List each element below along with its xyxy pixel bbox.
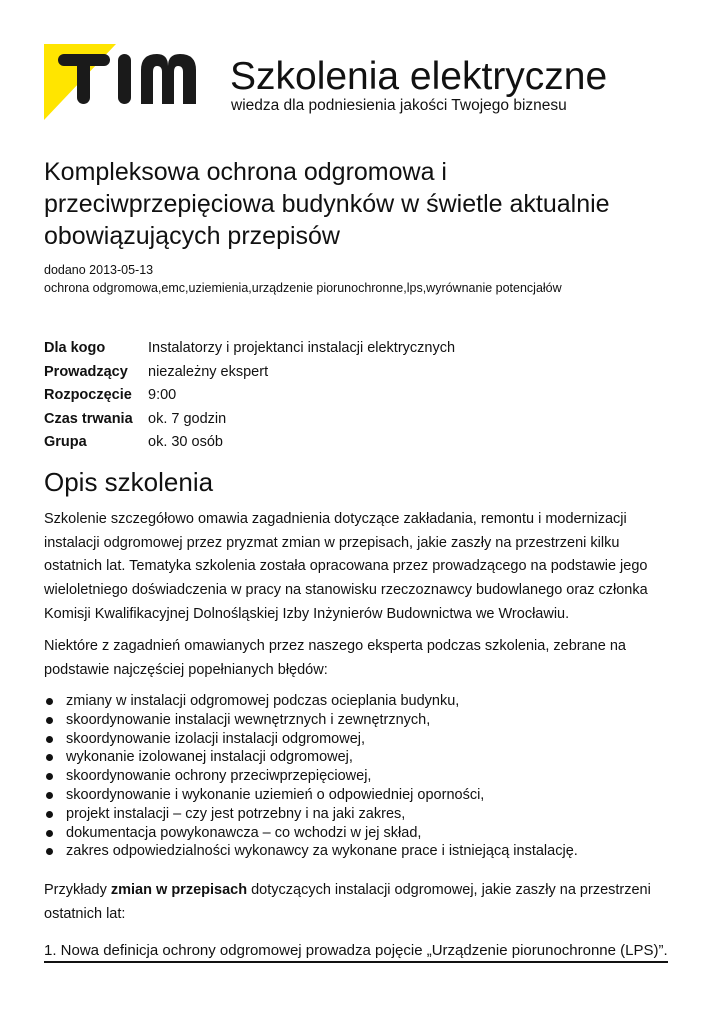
list-item-text: skoordynowanie ochrony przeciwprzepięciowej, bbox=[66, 768, 372, 785]
section-title: Opis szkolenia bbox=[44, 467, 214, 497]
site-subtitle: wiedza dla podniesienia jakości Twojego biznesu bbox=[231, 97, 567, 114]
bullet-icon bbox=[46, 717, 53, 724]
subheading-lps-definition: 1. Nowa definicja ochrony odgromowej prowadza pojęcie „Urządzenie piorunochronne (LPS)”. bbox=[44, 942, 668, 963]
list-item bbox=[44, 824, 578, 843]
tim-logo bbox=[44, 44, 196, 120]
training-info-table bbox=[44, 340, 455, 458]
list-item bbox=[44, 767, 578, 786]
list-item bbox=[44, 842, 578, 861]
bullet-icon bbox=[46, 754, 53, 761]
info-row bbox=[44, 364, 455, 388]
info-row bbox=[44, 387, 455, 411]
bullet-icon bbox=[46, 811, 53, 818]
list-item-text: skoordynowanie izolacji instalacji odgromowej, bbox=[66, 730, 366, 747]
list-item-text: wykonanie izolowanej instalacji odgromowej, bbox=[66, 749, 353, 766]
list-item bbox=[44, 711, 578, 730]
info-value: niezależny ekspert bbox=[148, 363, 269, 380]
info-value: 9:00 bbox=[148, 387, 177, 403]
info-row bbox=[44, 340, 455, 364]
issues-intro-paragraph: Niektóre z zagadnień omawianych przez naszego eksperta podczas szkolenia, zebrane na podstawie najczęściej popełnianych błędów: bbox=[44, 638, 626, 678]
list-item-text: zmiany w instalacji odgromowej podczas ocieplania budynku, bbox=[66, 693, 460, 709]
article-tags: ochrona odgromowa,emc,uziemienia,urządzenie piorunochronne,lps,wyrównanie potencjałów bbox=[44, 281, 562, 295]
info-key: Rozpoczęcie bbox=[44, 387, 132, 403]
list-item bbox=[44, 748, 578, 767]
changes-intro-text-end: dotyczących instalacji odgromowej, jakie zaszły na przestrzeni ostatnich lat: bbox=[44, 882, 651, 922]
page-header bbox=[44, 44, 684, 124]
bullet-icon bbox=[46, 848, 53, 855]
changes-intro-bold: zmian w przepisach bbox=[110, 882, 248, 898]
bullet-icon bbox=[46, 830, 53, 837]
description-paragraph: Szkolenie szczegółowo omawia zagadnienia dotyczące zakładania, remontu i modernizacji instalacji odgromowej przez pryzmat zmian w przepisach, jakie zaszły na przestrzeni kilku ostatnich lat. Tematyka szkolenia została opracowana przez prowadzącego na podstawie jego wieloletniego doświadczenia w pracy na stanowisku rzeczoznawcy budowlanego oraz członka Komisji Kwalifikacyjnej Dolnośląskiej Izby Inżynierów Budownictwa we Wrocławiu. bbox=[44, 511, 648, 622]
bullet-icon bbox=[46, 773, 53, 780]
list-item-text: skoordynowanie i wykonanie uziemień o odpowiedniej oporności, bbox=[66, 786, 485, 803]
list-item-text: projekt instalacji – czy jest potrzebny i na jaki zakres, bbox=[66, 805, 406, 822]
bullet-icon bbox=[46, 698, 53, 705]
site-title: Szkolenia elektryczne bbox=[230, 55, 608, 98]
issues-list bbox=[44, 692, 578, 861]
list-item-text: dokumentacja powykonawcza – co wchodzi w jej skład, bbox=[66, 824, 422, 841]
info-key: Czas trwania bbox=[44, 410, 133, 427]
info-row bbox=[44, 434, 455, 458]
list-item bbox=[44, 786, 578, 805]
list-item-text: zakres odpowiedzialności wykonawcy za wykonane prace i istniejącą instalację. bbox=[66, 843, 578, 860]
bullet-icon bbox=[46, 736, 53, 743]
article-date: dodano 2013-05-13 bbox=[44, 263, 154, 277]
info-key: Dla kogo bbox=[44, 340, 106, 356]
list-item bbox=[44, 692, 578, 711]
info-value: ok. 30 osób bbox=[148, 434, 223, 450]
article-title: Kompleksowa ochrona odgromowa i przeciwprzepięciowa budynków w świetle aktualnie obowiązujących przepisów bbox=[44, 158, 610, 250]
changes-intro-paragraph bbox=[44, 879, 680, 926]
info-key: Grupa bbox=[44, 434, 87, 450]
list-item bbox=[44, 730, 578, 749]
info-key: Prowadzący bbox=[44, 363, 128, 380]
info-value: ok. 7 godzin bbox=[148, 410, 227, 427]
list-item bbox=[44, 805, 578, 824]
bullet-icon bbox=[46, 792, 53, 799]
info-value: Instalatorzy i projektanci instalacji elektrycznych bbox=[148, 340, 456, 356]
info-row bbox=[44, 411, 455, 435]
list-item-text: skoordynowanie instalacji wewnętrznych i zewnętrznych, bbox=[66, 711, 431, 728]
changes-intro-text: Przykłady bbox=[44, 882, 111, 898]
